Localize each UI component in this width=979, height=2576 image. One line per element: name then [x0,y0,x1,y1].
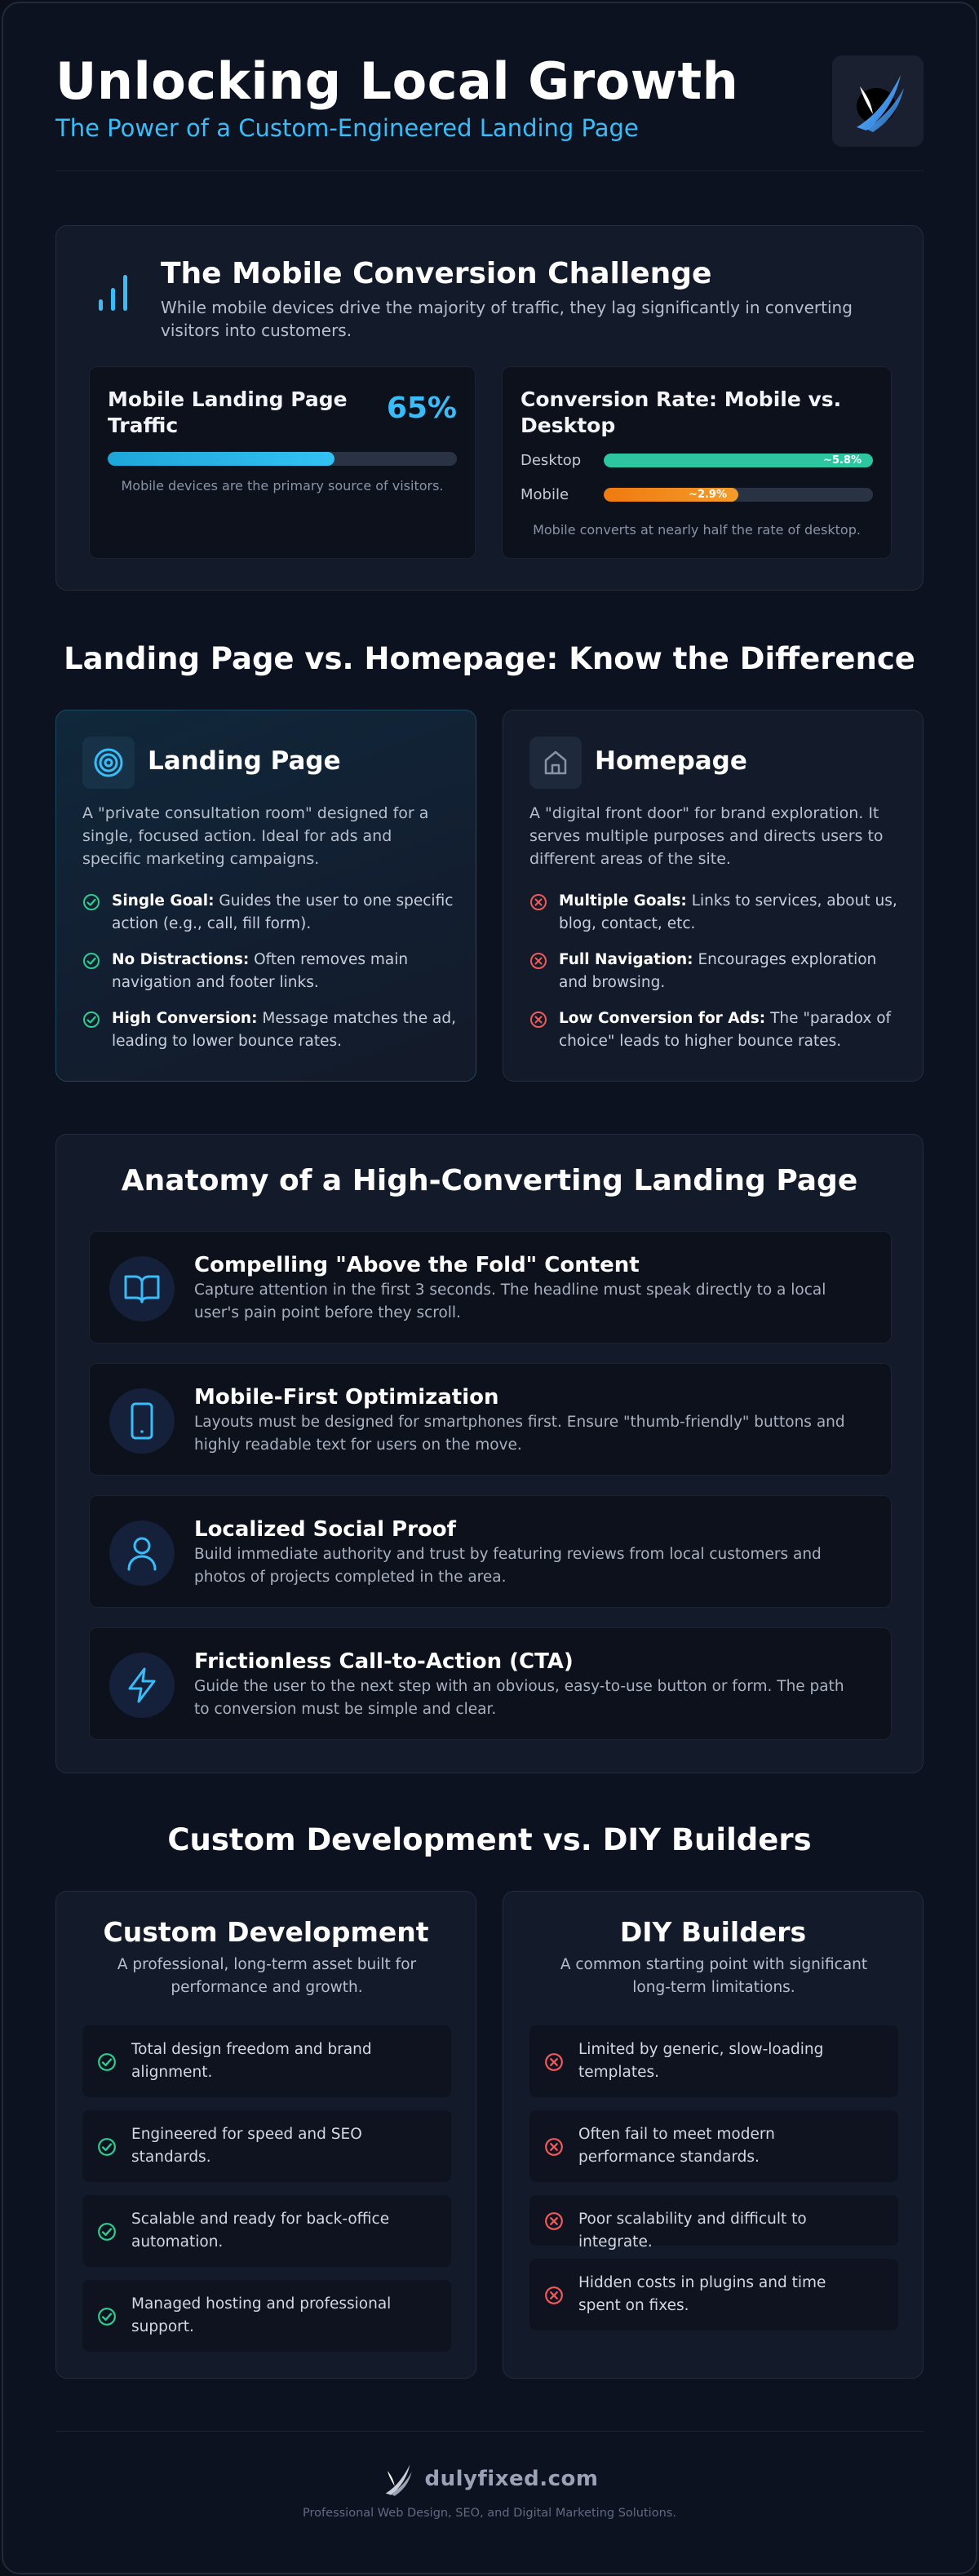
feature-icon-circle [109,1520,175,1586]
point-text: Often removes main navigation and footer links. [112,951,409,991]
homepage-description: A "digital front door" for brand exploration. It serves multiple purposes and directs users to different areas of the site. [529,804,884,868]
homepage-point [529,1007,905,1053]
landing-point [82,890,458,936]
custom-item-text: Total design freedom and brand alignment. [131,2041,372,2081]
traffic-value: 65% [386,392,457,425]
custom-list-item [82,2195,451,2267]
point-bold: Full Navigation: [559,951,693,968]
feature-item [89,1627,892,1740]
check-circle-icon [97,2137,117,2157]
challenge-title: The Mobile Conversion Challenge [161,257,712,290]
feature-icon-circle [109,1653,175,1718]
custom-description: A professional, long-term asset built for performance and growth. [117,1956,417,1996]
feature-title: Compelling "Above the Fold" Content [194,1253,640,1277]
traffic-progress-track [108,452,457,466]
x-circle-icon [544,2211,564,2231]
check-circle-icon [97,2222,117,2242]
feature-text: Layouts must be designed for smartphones first. Ensure "thumb-friendly" buttons and highly readable text for users on the move. [194,1414,845,1454]
footer [55,2431,924,2521]
point-bold: Low Conversion for Ads: [559,1010,766,1027]
custom-development-card [55,1891,476,2379]
x-circle-icon [529,952,547,970]
anatomy-card [55,1134,924,1773]
feature-item [89,1495,892,1608]
mobile-label: Mobile [521,486,569,503]
point-bold: Single Goal: [112,892,215,910]
feature-title: Frictionless Call-to-Action (CTA) [194,1649,574,1674]
custom-title: Custom Development [103,1916,429,1948]
traffic-note: Mobile devices are the primary source of visitors. [121,478,444,494]
diy-builders-card [503,1891,924,2379]
point-text: Message matches the ad, leading to lower bounce rates. [112,1010,456,1050]
landing-page-title: Landing Page [148,746,341,776]
target-icon-box [82,737,135,789]
anatomy-heading: Anatomy of a High-Converting Landing Page [121,1164,858,1197]
mobile-challenge-card [55,225,924,591]
homepage-point [529,949,905,994]
feature-text: Build immediate authority and trust by featuring reviews from local customers and photos of projects completed in the area. [194,1546,822,1586]
check-circle-icon [82,1011,100,1029]
logo [832,55,924,147]
x-circle-icon [544,2052,564,2072]
check-circle-icon [82,893,100,911]
footer-tagline: Professional Web Design, SEO, and Digital Marketing Solutions. [303,2507,676,2520]
desktop-bar-track [604,454,873,467]
x-circle-icon [544,2286,564,2305]
header [55,49,924,171]
home-icon-box [529,737,582,789]
diy-title: DIY Builders [619,1916,807,1948]
x-circle-icon [544,2137,564,2157]
mobile-bar-track [604,488,873,502]
page-subtitle: The Power of a Custom-Engineered Landing Page [55,114,639,142]
feature-title: Mobile-First Optimization [194,1385,499,1410]
brand-logo-icon [848,69,907,134]
point-text: The "paradox of choice" leads to higher bounce rates. [559,1010,892,1050]
conversion-note: Mobile converts at nearly half the rate of desktop. [533,522,861,538]
footer-brand[interactable] [55,2461,924,2497]
brand-logo-icon [381,2461,414,2497]
traffic-stat-card [89,366,476,559]
point-text: Links to services, about us, blog, contact, etc. [559,892,897,932]
feature-text: Capture attention in the first 3 seconds. The headline must speak directly to a local user's pain point before they scroll. [194,1281,826,1321]
lightning-icon [126,1666,158,1704]
custom-list-item [82,2110,451,2182]
diy-list-item [529,2259,898,2330]
difference-heading: Landing Page vs. Homepage: Know the Difference [64,641,915,676]
versus-heading: Custom Development vs. DIY Builders [167,1822,812,1857]
conversion-stat-card [502,366,892,559]
book-open-icon [123,1273,161,1305]
custom-list-item [82,2280,451,2352]
custom-list-item [82,2025,451,2097]
point-text: Guides the user to one specific action (e.g., call, fill form). [112,892,454,932]
page-title: Unlocking Local Growth [55,51,739,111]
feature-icon-circle [109,1256,175,1321]
custom-item-text: Managed hosting and professional support. [131,2295,392,2335]
desktop-label: Desktop [521,452,582,469]
landing-point [82,949,458,994]
point-text: Encourages exploration and browsing. [559,951,877,991]
diy-description: A common starting point with significant long-term limitations. [560,1956,868,1996]
footer-brand-text: dulyfixed.com [424,2467,599,2491]
challenge-description: While mobile devices drive the majority of traffic, they lag significantly in converting visitors into customers. [161,298,853,340]
conversion-title: Conversion Rate: Mobile vs. Desktop [521,387,842,437]
check-circle-icon [97,2052,117,2072]
diy-list-item [529,2110,898,2182]
diy-item-text: Often fail to meet modern performance standards. [578,2126,775,2166]
bar-chart-icon [97,273,131,314]
traffic-progress-fill [108,452,334,466]
traffic-title: Mobile Landing Page Traffic [108,387,348,437]
point-bold: High Conversion: [112,1010,258,1027]
custom-item-text: Scalable and ready for back-office automation. [131,2211,390,2251]
point-bold: No Distractions: [112,951,250,968]
feature-item [89,1231,892,1343]
desktop-bar [604,454,873,467]
homepage-card [503,710,924,1082]
diy-list-item [529,2025,898,2097]
feature-title: Localized Social Proof [194,1517,456,1542]
homepage-point [529,890,905,936]
check-circle-icon [82,952,100,970]
custom-item-text: Engineered for speed and SEO standards. [131,2126,362,2166]
x-circle-icon [529,1011,547,1029]
user-icon [126,1535,158,1571]
home-icon [541,748,570,777]
desktop-bar-value: ~5.8% [823,454,862,467]
landing-point [82,1007,458,1053]
feature-item [89,1363,892,1476]
homepage-title: Homepage [595,746,747,776]
diy-item-text: Hidden costs in plugins and time spent on fixes. [578,2274,826,2314]
feature-icon-circle [109,1388,175,1454]
x-circle-icon [529,893,547,911]
diy-item-text: Poor scalability and difficult to integrate. [578,2211,807,2251]
target-icon [92,746,125,779]
mobile-bar [604,488,738,502]
landing-page-description: A "private consultation room" designed for a single, focused action. Ideal for ads and specific marketing campaigns. [82,804,429,868]
point-bold: Multiple Goals: [559,892,687,910]
check-circle-icon [97,2307,117,2326]
diy-item-text: Limited by generic, slow-loading templates. [578,2041,824,2081]
diy-list-item [529,2195,898,2251]
feature-text: Guide the user to the next step with an obvious, easy-to-use button or form. The path to conversion must be simple and clear. [194,1678,844,1718]
smartphone-icon [128,1402,156,1440]
mobile-bar-value: ~2.9% [689,489,727,501]
landing-page-card [55,710,476,1082]
